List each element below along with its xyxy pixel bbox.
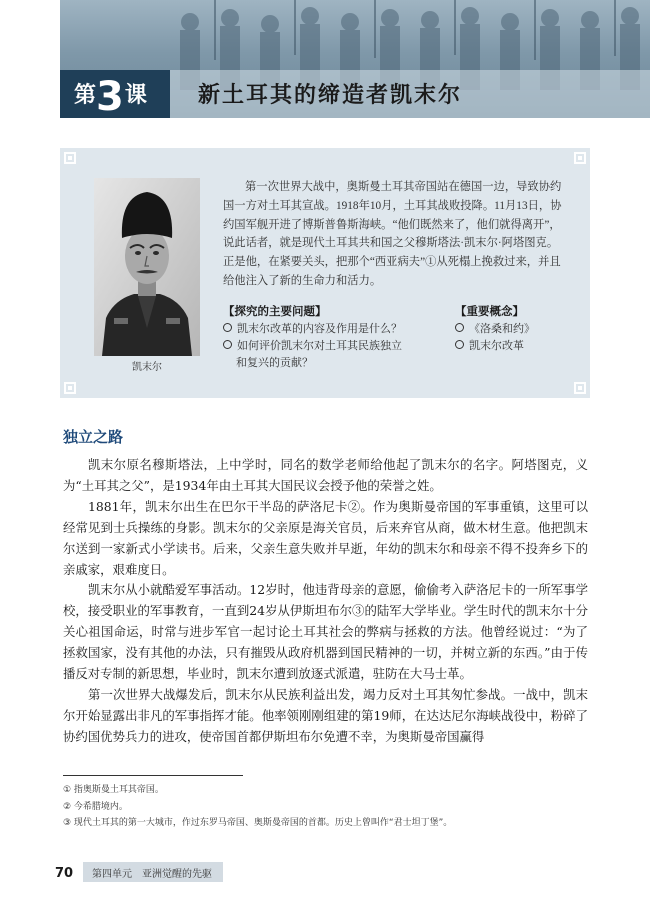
question-item xyxy=(223,338,402,354)
body-paragraph: 1881年，凯末尔出生在巴尔干半岛的萨洛尼卡②。作为奥斯曼帝国的军事重镇，这里可以经常见到士兵操练的身影。凯末尔的父亲原是海关官员，后来弃官从商，做木材生意。他把凯末尔送到一家新式小学读书。后来，父亲生意失败并早逝，年幼的凯末尔和母亲不得不投奔乡下的亲戚家，艰难度日。 xyxy=(63,498,588,577)
footnotes xyxy=(63,782,588,832)
lesson-number: 3 xyxy=(96,74,125,120)
question-text: 和复兴的贡献？ xyxy=(236,356,313,369)
concept-text: 凯末尔改革 xyxy=(469,339,524,352)
lesson-badge-word2: 课 xyxy=(124,83,147,108)
questions-heading: 【探究的主要问题】 xyxy=(223,304,327,318)
question-text: 凯末尔改革的内容及作用是什么？ xyxy=(237,322,402,335)
question-item-continuation xyxy=(236,355,313,371)
corner-ornament-icon xyxy=(64,152,76,164)
circle-bullet-icon xyxy=(455,340,464,349)
question-text: 如何评价凯末尔对土耳其民族独立 xyxy=(237,339,402,352)
lesson-badge xyxy=(60,70,170,118)
lesson-badge-word: 第 xyxy=(74,83,97,108)
body-text xyxy=(63,455,588,748)
concept-item xyxy=(455,338,524,354)
body-paragraph: 凯末尔原名穆斯塔法，上中学时，同名的数学老师给他起了凯末尔的名字。阿塔图克，义为“土耳其之父”，是1934年由土耳其大国民议会授予他的荣誉之姓。 xyxy=(63,457,588,493)
intro-paragraph: 第一次世界大战中，奥斯曼土耳其帝国站在德国一边，导致协约国一方对土耳其宣战。1918年10月，土耳其战败投降。11月13日，协约国军舰开进了博斯普鲁斯海峡。“他们既然来了，他们就得离开”，说此话者，就是现代土耳其共和国之父穆斯塔法·凯末尔·阿塔图克。正是他，在紧要关头，把那个“西亚病夫”①从死榻上挽救过来，并且给他注入了新的生命力和活力。 xyxy=(223,181,562,287)
kemal-portrait-photo xyxy=(94,178,200,356)
corner-ornament-icon xyxy=(574,382,586,394)
unit-label: 第四单元 亚洲觉醒的先驱 xyxy=(92,869,212,880)
concept-item xyxy=(455,321,535,337)
corner-ornament-icon xyxy=(574,152,586,164)
concepts-heading: 【重要概念】 xyxy=(455,304,524,318)
body-paragraph: 第一次世界大战爆发后，凯末尔从民族利益出发，竭力反对土耳其匆忙参战。一战中，凯末尔开始显露出非凡的军事指挥才能。他率领刚刚组建的第19师，在达达尼尔海峡战役中，粉碎了协约国优势兵力的进攻，使帝国首都伊斯坦布尔免遭不幸，为奥斯曼帝国赢得 xyxy=(63,686,588,744)
footnote: ① 指奥斯曼土耳其帝国。 xyxy=(63,785,164,795)
footnote: ③ 现代土耳其的第一大城市，作过东罗马帝国、奥斯曼帝国的首都。历史上曾叫作“君士坦丁堡”。 xyxy=(63,818,453,828)
corner-ornament-icon xyxy=(64,382,76,394)
circle-bullet-icon xyxy=(223,340,232,349)
circle-bullet-icon xyxy=(455,323,464,332)
lesson-title: 新土耳其的缔造者凯末尔 xyxy=(198,82,463,108)
question-item xyxy=(223,321,402,337)
intro-box xyxy=(60,148,590,398)
circle-bullet-icon xyxy=(223,323,232,332)
photo-caption: 凯末尔 xyxy=(132,362,162,373)
footnote: ② 今希腊境内。 xyxy=(63,801,128,812)
page-number: 70 xyxy=(55,866,74,881)
footnote-divider xyxy=(63,775,243,776)
body-paragraph: 凯末尔从小就酷爱军事活动。12岁时，他违背母亲的意愿，偷偷考入萨洛尼卡的一所军事学校，接受职业的军事教育，一直到24岁从伊斯坦布尔③的陆军大学毕业。学生时代的凯末尔十分关心祖国命运，时常与进步军官一起讨论土耳其社会的弊病与拯救的方法。他曾经说过：“为了拯救国家，没有其他的办法，只有摧毁从政府机器到国民精神的一切，并树立新的东西。”由于传播反对专制的新思想，毕业时，凯末尔遭到放逐式派遣，驻防在大马士革。 xyxy=(63,582,588,682)
section-heading: 独立之路 xyxy=(63,428,124,446)
concept-text: 《洛桑和约》 xyxy=(469,322,535,335)
